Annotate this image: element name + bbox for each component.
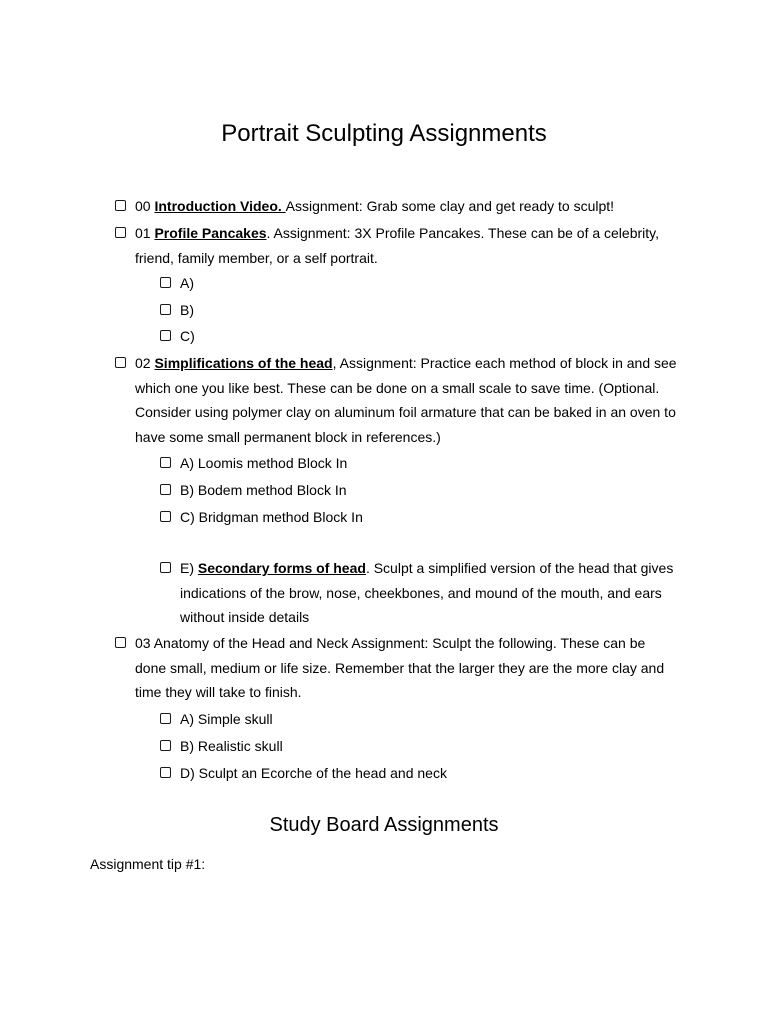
checkbox[interactable] [160, 484, 171, 495]
section-title: Study Board Assignments [269, 814, 499, 836]
item-number: 02 [135, 355, 155, 371]
secondary-forms-of-head-link[interactable]: Secondary forms of head [197, 560, 366, 576]
checklist-subitem-03d [180, 761, 675, 786]
item-text: B) [180, 302, 194, 318]
checkbox[interactable] [160, 330, 171, 341]
checkbox[interactable] [115, 637, 126, 648]
item-text: . Sculpt a simplified version of the head that gives indications of the brow, nose, cheekbones, and mound of the mouth, and ears without inside details [180, 560, 674, 625]
checkbox[interactable] [115, 227, 126, 238]
checklist-subitem-02a [180, 451, 675, 476]
checkbox[interactable] [160, 562, 171, 573]
item-text: A) [180, 275, 194, 291]
checklist-subitem-03b [180, 734, 675, 759]
checkbox[interactable] [115, 357, 126, 368]
item-text: C) Bridgman method Block In [180, 509, 363, 525]
item-text: B) Bodem method Block In [180, 482, 347, 498]
checkbox[interactable] [160, 740, 171, 751]
introduction-video-link[interactable]: Introduction Video. [154, 198, 286, 214]
checklist-subitem-03a [180, 707, 675, 732]
item-text: , Assignment: Practice each method of block in and see which one you like best. These can be done on a small scale to save time. (Optional. Consider using polymer clay on aluminum foil armature that can be baked in an oven to have some small permanent block in references.) [135, 355, 677, 445]
checkbox[interactable] [160, 277, 171, 288]
checkbox[interactable] [160, 713, 171, 724]
item-number: E) [180, 560, 198, 576]
checklist-subitem-01a [180, 271, 675, 296]
checklist-item-00 [135, 194, 680, 219]
page-title: Portrait Sculpting Assignments [221, 120, 547, 147]
checkbox[interactable] [160, 457, 171, 468]
checklist-subitem-01c [180, 324, 675, 349]
item-text: A) Loomis method Block In [180, 455, 348, 471]
item-text: A) Simple skull [180, 711, 273, 727]
item-text: C) [180, 328, 195, 344]
item-text: 03 Anatomy of the Head and Neck Assignment: Sculpt the following. These can be done small, medium or life size. Remember that the larger they are the more clay and time they will take to finish. [135, 635, 665, 700]
item-number: 00 [135, 198, 155, 214]
item-text: D) Sculpt an Ecorche of the head and neck [180, 765, 447, 781]
item-text: B) Realistic skull [180, 738, 283, 754]
checkbox[interactable] [160, 511, 171, 522]
item-number: 01 [135, 225, 155, 241]
checklist-subitem-02b [180, 478, 675, 503]
assignment-tip: Assignment tip #1: [90, 856, 206, 872]
checklist-subitem-01b [180, 298, 675, 323]
profile-pancakes-link[interactable]: Profile Pancakes [154, 225, 267, 241]
item-text: Assignment: Grab some clay and get ready to sculpt! [285, 198, 615, 214]
checklist-subitem-02c [180, 505, 675, 530]
checkbox[interactable] [115, 200, 126, 211]
checklist-item-02 [135, 351, 680, 449]
item-text: . Assignment: 3X Profile Pancakes. These can be of a celebrity, friend, family member, or a self portrait. [135, 225, 660, 266]
simplifications-of-the-head-link[interactable]: Simplifications of the head [154, 355, 333, 371]
checkbox[interactable] [160, 767, 171, 778]
checklist-item-01 [135, 221, 680, 270]
checklist-item-03 [135, 631, 680, 705]
checklist-subitem-02e [180, 556, 675, 630]
checkbox[interactable] [160, 304, 171, 315]
